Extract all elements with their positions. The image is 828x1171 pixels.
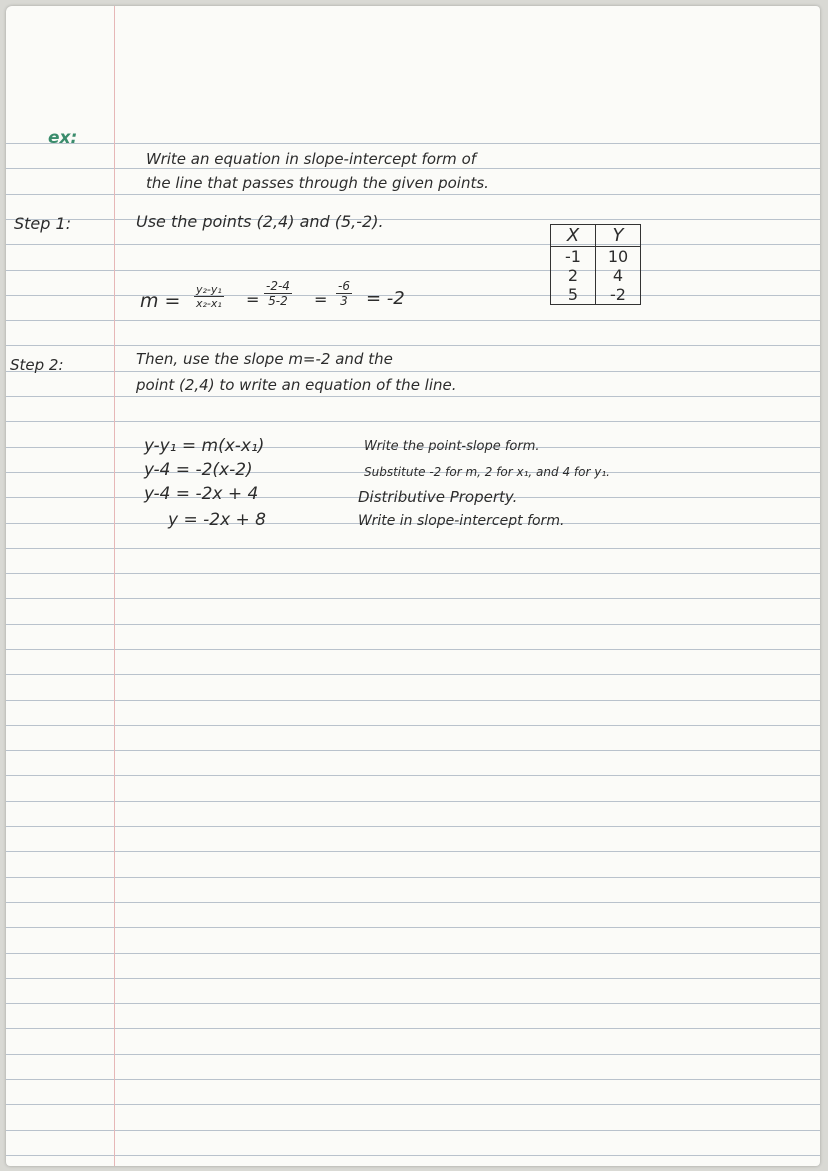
work-note-3: Distributive Property. — [358, 488, 518, 506]
table-cell: -2 — [596, 285, 641, 305]
ruled-line — [6, 598, 820, 599]
ruled-line — [6, 725, 820, 726]
ruled-line — [6, 270, 820, 271]
step2-line-2: point (2,4) to write an equation of the line. — [136, 376, 457, 394]
simplified-denominator: 3 — [340, 294, 348, 308]
table-cell: 2 — [551, 266, 596, 285]
simplified-fraction — [336, 280, 352, 307]
work-equation-4: y = -2x + 8 — [168, 510, 266, 530]
formula-numerator: y₂-y₁ — [196, 283, 222, 296]
ruled-line — [6, 649, 820, 650]
slope-result: = -2 — [366, 288, 405, 309]
ruled-line — [6, 548, 820, 549]
ruled-line — [6, 371, 820, 372]
table-cell: 10 — [596, 247, 641, 267]
ruled-line — [6, 345, 820, 346]
work-equation-3: y-4 = -2x + 4 — [144, 484, 259, 504]
ruled-line — [6, 1130, 820, 1131]
work-note-1: Write the point-slope form. — [364, 439, 540, 454]
table-header-y: Y — [596, 225, 641, 247]
ruled-line — [6, 421, 820, 422]
ruled-line — [6, 826, 820, 827]
ruled-line — [6, 700, 820, 701]
ruled-line — [6, 877, 820, 878]
substituted-fraction — [264, 280, 292, 307]
problem-line-2: the line that passes through the given points. — [146, 174, 489, 192]
ruled-line — [6, 143, 820, 144]
ruled-line — [6, 244, 820, 245]
formula-denominator: x₂-x₁ — [196, 297, 222, 310]
ruled-line — [6, 750, 820, 751]
step1-label: Step 1: — [14, 214, 72, 233]
table-header-row — [551, 225, 641, 247]
ruled-line — [6, 927, 820, 928]
example-label: ex: — [48, 128, 78, 148]
ruled-line — [6, 851, 820, 852]
ruled-line — [6, 1155, 820, 1156]
step2-label: Step 2: — [10, 356, 64, 374]
ruled-line — [6, 1003, 820, 1004]
ruled-line — [6, 219, 820, 220]
xy-table — [550, 224, 641, 305]
ruled-line — [6, 978, 820, 979]
notebook-page — [6, 6, 820, 1166]
table-row — [551, 285, 641, 305]
ruled-line — [6, 902, 820, 903]
problem-line-1: Write an equation in slope-intercept form of — [146, 150, 477, 168]
ruled-line — [6, 168, 820, 169]
work-note-2: Substitute -2 for m, 2 for x₁, and 4 for y₁. — [364, 465, 610, 479]
ruled-line — [6, 775, 820, 776]
ruled-line — [6, 320, 820, 321]
ruled-line — [6, 1104, 820, 1105]
table-row — [551, 247, 641, 267]
table-cell: 5 — [551, 285, 596, 305]
work-note-4: Write in slope-intercept form. — [358, 513, 565, 529]
ruled-line — [6, 295, 820, 296]
ruled-line — [6, 1079, 820, 1080]
slope-formula-fraction — [194, 284, 224, 309]
table-cell: -1 — [551, 247, 596, 267]
ruled-line — [6, 674, 820, 675]
work-equation-2: y-4 = -2(x-2) — [144, 460, 253, 480]
ruled-line — [6, 573, 820, 574]
substituted-denominator: 5-2 — [268, 294, 288, 308]
equals-2: = — [314, 290, 328, 309]
equals-1: = — [246, 290, 260, 309]
step1-text: Use the points (2,4) and (5,-2). — [136, 212, 384, 231]
table-header-x: X — [551, 225, 596, 247]
ruled-line — [6, 1028, 820, 1029]
table-cell: 4 — [596, 266, 641, 285]
margin-line — [114, 6, 115, 1166]
work-equation-1: y-y₁ = m(x-x₁) — [144, 436, 265, 456]
ruled-line — [6, 1054, 820, 1055]
substituted-numerator: -2-4 — [266, 279, 290, 293]
table-row — [551, 266, 641, 285]
ruled-line — [6, 953, 820, 954]
ruled-line — [6, 396, 820, 397]
ruled-line — [6, 194, 820, 195]
ruled-line — [6, 801, 820, 802]
simplified-numerator: -6 — [338, 279, 350, 293]
step2-line-1: Then, use the slope m=-2 and the — [136, 350, 393, 368]
slope-lhs: m = — [140, 290, 181, 312]
ruled-line — [6, 624, 820, 625]
